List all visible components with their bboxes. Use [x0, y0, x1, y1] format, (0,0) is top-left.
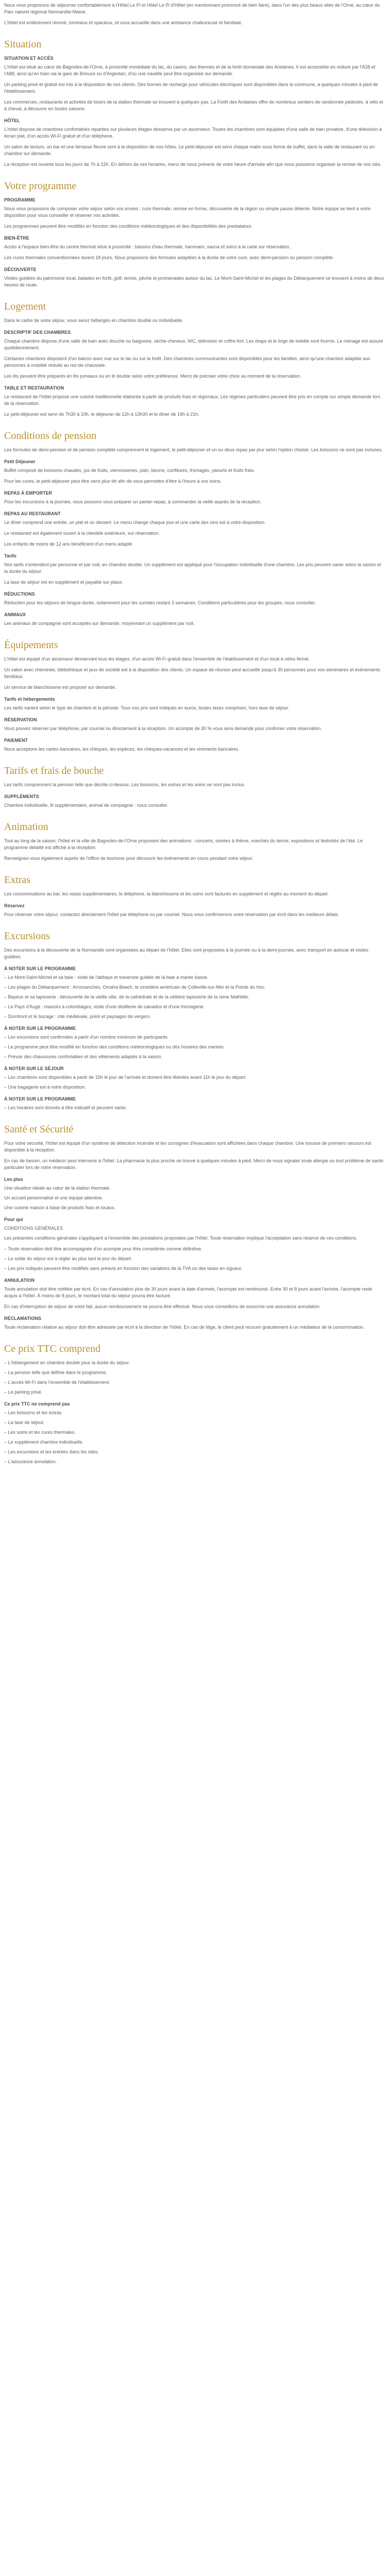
list-item: – Le solde du séjour est à régler au plus tard le jour du départ.: [4, 1256, 133, 1261]
subheading: Les plus: [4, 1177, 23, 1182]
paragraph: L'hôtel est équipé d'un ascenseur desservant tous les étages, d'un accès Wi-Fi gratuit dans l'ensemble de l'établissement et d'un local à vélos fermé.: [4, 656, 310, 662]
subheading: TABLE ET RESTAURATION: [4, 385, 64, 391]
sections: [4, 39, 385, 1465]
list-item: Un accueil personnalisé et une équipe attentive.: [4, 1195, 103, 1200]
paragraph: Le dîner comprend une entrée, un plat et un dessert. Le menu change chaque jour et une carte des vins est à votre disposition.: [4, 520, 266, 525]
section-heading: Excursions: [4, 930, 50, 942]
section: [4, 821, 385, 862]
subheading: PROGRAMME: [4, 197, 36, 202]
section: [4, 1124, 385, 1331]
paragraph: Un salon de lecture, un bar et une terrasse fleurie sont à la disposition de nos hôtes. Le petit-déjeuner est servi chaque matin sous forme de buffet, dans la salle de restaurant ou en chambre sur demande.: [4, 144, 375, 156]
caps-subheading: SITUATION ET ACCÈS: [4, 56, 54, 61]
paragraph: Visites guidées du patrimoine local, balades en forêt, golf, tennis, pêche et promenades autour du lac. Le Mont-Saint-Michel et les plages du Débarquement se trouvent à moins de deux heures de route.: [4, 276, 384, 287]
paragraph: Pour réserver votre séjour, contactez directement l'hôtel par téléphone ou par courriel. Nous vous confirmerons votre réservation par écrit dans les meilleurs délais.: [4, 912, 339, 917]
list-item: – L'hébergement en chambre double pour la durée du séjour.: [4, 1360, 130, 1365]
paragraph: Un salon avec cheminée, bibliothèque et jeux de société est à la disposition des clients. Un espace de réunion peut accueillir jusqu'à 30 personnes pour vos séminaires et événements familiaux.: [4, 667, 381, 679]
subheading: Petit Déjeuner: [4, 459, 36, 464]
list-item: – Le Mont-Saint-Michel et sa baie : visite de l'abbaye et traversée guidée de la baie à marée basse.: [4, 975, 208, 980]
list-item: – Les chambres sont disponibles à partir de 15h le jour de l'arrivée et doivent être libérées avant 11h le jour du départ.: [4, 1075, 247, 1080]
list-item: – Les boissons et les extras.: [4, 1410, 63, 1415]
subheading: REPAS À EMPORTER: [4, 490, 52, 496]
paragraph: Les consommations au bar, les repas supplémentaires, le téléphone, la blanchisserie et les soins sont facturés en supplément et réglés au moment du départ.: [4, 891, 329, 896]
paragraph: Les enfants de moins de 12 ans bénéficient d'un menu adapté.: [4, 541, 134, 547]
paragraph: Renseignez-vous également auprès de l'office de tourisme pour découvrir les événements en cours pendant votre séjour.: [4, 856, 253, 861]
list-item: Une situation idéale au cœur de la station thermale.: [4, 1185, 111, 1191]
subheading: SUPPLÉMENTS: [4, 794, 39, 799]
paragraph: Pour votre sécurité, l'hôtel est équipé d'un système de détection incendie et les consignes d'évacuation sont affichées dans chaque chambre. Une trousse de premiers secours est disponible à la réception.: [4, 1141, 371, 1153]
paragraph: La taxe de séjour est en supplément et payable sur place.: [4, 580, 123, 585]
subheading: DESCRIPTIF DES CHAMBRES: [4, 330, 71, 335]
list-item: Une cuisine maison à base de produits frais et locaux.: [4, 1205, 116, 1210]
list-item: – Prévoir des chaussures confortables et des vêtements adaptés à la saison.: [4, 1054, 162, 1059]
paragraph: Les tarifs comprennent la pension telle que décrite ci-dessus. Les boissons, les extras et les soins ne sont pas inclus.: [4, 782, 246, 787]
caps-subheading: À NOTER SUR LE PROGRAMME: [4, 1096, 76, 1101]
section: [4, 765, 385, 809]
section-heading: Tarifs et frais de bouche: [4, 765, 104, 776]
section-heading: Situation: [4, 39, 42, 50]
paragraph: En cas d'interruption de séjour de votre fait, aucun remboursement ne pourra être effectué. Nous vous conseillons de souscrire une assurance annulation.: [4, 1304, 321, 1309]
paragraph: Chaque chambre dispose d'une salle de bain avec douche ou baignoire, sèche-cheveux, WC, télévision et coffre-fort. Les draps et le linge de toilette sont fournis. Le ménage est assuré quotidiennement.: [4, 338, 383, 350]
paragraph: En cas de besoin, un médecin peut intervenir à l'hôtel. La pharmacie la plus proche se trouve à quelques minutes à pied. Merci de nous signaler toute allergie ou tout problème de santé particulier lors de votre réservation.: [4, 1158, 384, 1170]
section: [4, 39, 385, 168]
list-item: – Le parking privé.: [4, 1389, 43, 1395]
paragraph: Nous vous proposons de composer votre séjour selon vos envies : cure thermale, remise en forme, découverte de la région ou simple pause détente. Notre équipe se tient à votre disposition pour vous conseiller et réserver vos activités.: [4, 206, 371, 218]
subheading: Ce prix TTC ne comprend pas: [4, 1401, 70, 1406]
paragraph: Les présentes conditions générales s'appliquent à l'ensemble des prestations proposées par l'hôtel. Toute réservation implique l'acceptation sans réserve de ces conditions.: [4, 1235, 357, 1241]
paragraph: Buffet composé de boissons chaudes, jus de fruits, viennoiseries, pain, beurre, confitures, fromages, yaourts et fruits frais.: [4, 468, 255, 473]
list-item: CONDITIONS GÉNÉRALES: [4, 1226, 63, 1231]
paragraph: Les programmes peuvent être modifiés en fonction des conditions météorologiques et des disponibilités des prestataires.: [4, 224, 253, 229]
section-heading: Santé et Sécurité: [4, 1124, 74, 1135]
list-item: – La taxe de séjour.: [4, 1420, 45, 1425]
list-item: – Les excursions et les entrées dans les sites.: [4, 1449, 99, 1454]
paragraph: Certaines chambres disposent d'un balcon avec vue sur le lac ou sur la forêt. Des chambres communicantes sont disponibles pour les familles, ainsi qu'une chambre adaptée aux personnes à mobilité réduite au rez-de-chaussée.: [4, 356, 370, 368]
section-heading: Ce prix TTC comprend: [4, 1343, 101, 1354]
paragraph: Les commerces, restaurants et activités de loisirs de la station thermale se trouvent à quelques pas. La Forêt des Andaines offre de nombreux sentiers de randonnée pédestre, à vélo et à cheval, à découvrir en toutes saisons.: [4, 99, 383, 111]
paragraph: Les animaux de compagnie sont acceptés sur demande, moyennant un supplément par nuit.: [4, 621, 195, 626]
section: [4, 639, 385, 753]
paragraph: La réception est ouverte tous les jours de 7h à 22h. En dehors de ces horaires, merci de nous prévenir de votre heure d'arrivée afin que nous puissions organiser la remise de vos clés.: [4, 162, 382, 167]
list-item: – Le Pays d'Auge : manoirs à colombages, visite d'une distillerie de calvados et d'une fromagerie.: [4, 1004, 205, 1009]
subheading: Tarifs: [4, 553, 17, 558]
intro-paragraph: L'hôtel est entièrement rénové, lumineux et spacieux, et vous accueille dans une ambiance chaleureuse et familiale.: [4, 20, 242, 25]
paragraph: Vous pouvez réserver par téléphone, par courriel ou directement à la réception. Un acompte de 30 % vous sera demandé pour confirmer votre réservation.: [4, 726, 322, 731]
paragraph: Un service de blanchisserie est proposé sur demande.: [4, 685, 117, 690]
section-heading: Logement: [4, 301, 46, 312]
list-item: – La pension telle que définie dans le programme.: [4, 1370, 107, 1375]
list-item: – Les horaires sont donnés à titre indicatif et peuvent varier.: [4, 1105, 127, 1110]
paragraph: Dans le cadre de votre séjour, vous serez hébergés en chambre double ou individuelle.: [4, 318, 184, 323]
section-heading: Équipements: [4, 639, 58, 651]
section: [4, 930, 385, 1111]
list-item: – L'accès Wi-Fi dans l'ensemble de l'établissement.: [4, 1380, 110, 1385]
intro-paragraph: Nous vous proposons de séjourner confortablement à l'Hôtel Le Pi et Hôtel Le Pi d'Hôtel (en mentionnant prononcé de bien faire), dans l'un des plus beaux sites de l'Orne, au cœur du Parc naturel régional Normandie-Maine.: [4, 3, 380, 14]
section-heading: Conditions de pension: [4, 430, 96, 442]
section-heading: Animation: [4, 821, 48, 833]
caps-subheading: À NOTER SUR LE PROGRAMME: [4, 966, 76, 971]
section: [4, 874, 385, 918]
paragraph: Les tarifs varient selon le type de chambre et la période. Tous nos prix sont indiqués en euros, toutes taxes comprises, hors taxe de séjour.: [4, 705, 289, 710]
subheading: RÉSERVATION: [4, 717, 37, 722]
caps-subheading: RÉCLAMATIONS: [4, 1316, 41, 1321]
paragraph: L'hôtel dispose de chambres confortables réparties sur plusieurs étages desservis par un ascenseur. Toutes les chambres sont équipées d'une salle de bain privative, d'une télévision à écran plat, d'un accès Wi-Fi gratuit et d'un téléphone.: [4, 127, 382, 139]
paragraph: Toute annulation doit être notifiée par écrit. En cas d'annulation plus de 30 jours avant la date d'arrivée, l'acompte est remboursé. Entre 30 et 8 jours avant l'arrivée, l'acompte reste acquis à l'hôtel. À moins de 8 jours, le montant total du séjour pourra être facturé.: [4, 1286, 372, 1298]
list-item: – L'assurance annulation.: [4, 1459, 57, 1464]
caps-subheading: À NOTER SUR LE SÉJOUR: [4, 1066, 64, 1071]
list-item: – Le supplément chambre individuelle.: [4, 1439, 84, 1445]
caps-subheading: À NOTER SUR LE PROGRAMME: [4, 1026, 76, 1031]
paragraph: Accès à l'espace bien-être du centre thermal situé à proximité : bassins d'eau thermale, hammam, sauna et soins à la carte sur réservation.: [4, 244, 291, 249]
paragraph: Des excursions à la découverte de la Normandie sont organisées au départ de l'hôtel. Elles sont proposées à la journée ou à la demi-journée, avec transport en autocar et visites guidées.: [4, 947, 369, 959]
paragraph: Nous acceptons les cartes bancaires, les chèques, les espèces, les chèques-vacances et les virements bancaires.: [4, 747, 240, 752]
list-item: – Les excursions sont confirmées à partir d'un nombre minimum de participants.: [4, 1035, 169, 1040]
caps-subheading: HÔTEL: [4, 118, 20, 123]
subheading: DÉCOUVERTE: [4, 267, 37, 272]
paragraph: Nos tarifs s'entendent par personne et par nuit, en chambre double. Un supplément est appliqué pour l'occupation individuelle d'une chambre. Les prix peuvent varier selon la saison et la durée du séjour.: [4, 562, 381, 574]
list-item: – Bayeux et sa tapisserie : découverte de la vieille ville, de la cathédrale et de la célèbre tapisserie de la reine Mathilde.: [4, 994, 250, 999]
section: [4, 1343, 385, 1465]
subheading: Tarifs et hébergements: [4, 697, 55, 702]
list-item: – Les prix indiqués peuvent être modifiés sans préavis en fonction des variations de la TVA ou des taxes en vigueur.: [4, 1266, 242, 1271]
section: [4, 430, 385, 627]
subheading: RÉDUCTIONS: [4, 591, 35, 597]
paragraph: Pour les excursions à la journée, nous pouvons vous préparer un panier-repas, à commander la veille auprès de la réception.: [4, 499, 262, 504]
paragraph: Le restaurant est également ouvert à la clientèle extérieure, sur réservation.: [4, 531, 160, 536]
paragraph: Les cures thermales conventionnées durent 18 jours. Nous proposons des formules adaptées à la durée de votre cure, avec demi-pension ou pension complète.: [4, 255, 334, 260]
section: [4, 180, 385, 289]
paragraph: Le petit-déjeuner est servi de 7h30 à 10h, le déjeuner de 12h à 13h30 et le dîner de 19h à 21h.: [4, 412, 200, 417]
paragraph: Le restaurant de l'hôtel propose une cuisine traditionnelle élaborée à partir de produits frais et régionaux. Les régimes particuliers peuvent être pris en compte sur simple demande lors de la réservation.: [4, 394, 381, 406]
caps-subheading: ANNULATION: [4, 1278, 35, 1283]
paragraph: Toute réclamation relative au séjour doit être adressée par écrit à la direction de l'hôtel. En cas de litige, le client peut recourir gratuitement à un médiateur de la consommation.: [4, 1325, 365, 1330]
paragraph: Chambre individuelle, lit supplémentaire, animal de compagnie : nous consulter.: [4, 803, 169, 808]
subheading: Pour qui: [4, 1217, 23, 1222]
subheading: PAIEMENT: [4, 738, 28, 743]
list-item: – Toute réservation doit être accompagnée d'un acompte pour être considérée comme définitive.: [4, 1246, 203, 1251]
list-item: – Le programme peut être modifié en fonction des conditions météorologiques ou des horaires des marées.: [4, 1044, 225, 1049]
paragraph: Réduction pour les séjours de longue durée, notamment pour les curistes restant 3 semaines. Conditions particulières pour les groupes, nous consulter.: [4, 600, 316, 605]
list-item: – Une bagagerie est à votre disposition.: [4, 1084, 86, 1090]
section-heading: Votre programme: [4, 180, 77, 192]
list-item: – Domfront et le bocage : cité médiévale, poiré et paysages de vergers.: [4, 1014, 151, 1019]
paragraph: Un parking privé et gratuit est mis à la disposition de nos clients. Des bornes de recharge pour véhicules électriques sont disponibles dans la commune, à quelques minutes à pied de l'établissement.: [4, 82, 378, 94]
list-item: – Les soins et les cures thermales.: [4, 1430, 76, 1435]
section: [4, 301, 385, 418]
paragraph: Les lits peuvent être préparés en lits jumeaux ou en lit double selon votre préférence. Merci de préciser votre choix au moment de la réservation.: [4, 374, 301, 379]
subheading: ANIMAUX: [4, 612, 26, 617]
paragraph: L'hôtel est situé au cœur de Bagnoles-de-l'Orne, à proximité immédiate du lac, du casino, des thermes et de la forêt domaniale des Andaines. Il est accessible en voiture par l'A28 et l'A88, ainsi qu'en train via la gare de Briouze ou d'Argentan, d'où une navette peut être organisée sur demande.: [4, 64, 376, 76]
subheading: BIEN-ÊTRE: [4, 235, 29, 241]
list-item: – Les plages du Débarquement : Arromanches, Omaha Beach, le cimetière américain de Colleville-sur-Mer et la Pointe du Hoc.: [4, 985, 266, 990]
paragraph: Tout au long de la saison, l'hôtel et la ville de Bagnoles-de-l'Orne proposent des animations : concerts, soirées à thème, marchés du terroir, expositions et festivités de l'été. Le programme détaillé est affiché à la réception.: [4, 838, 363, 850]
subheading: Réservez: [4, 903, 25, 908]
paragraph: Les formules de demi-pension et de pension complète comprennent le logement, le petit-déjeuner et un ou deux repas par jour selon l'option choisie. Les boissons ne sont pas incluses.: [4, 447, 383, 452]
section-heading: Extras: [4, 874, 31, 886]
intro: [4, 2, 385, 26]
paragraph: Pour les cures, le petit-déjeuner peut être servi plus tôt afin de vous permettre d'être à l'heure à vos soins.: [4, 479, 222, 484]
subheading: REPAS AU RESTAURANT: [4, 511, 61, 516]
